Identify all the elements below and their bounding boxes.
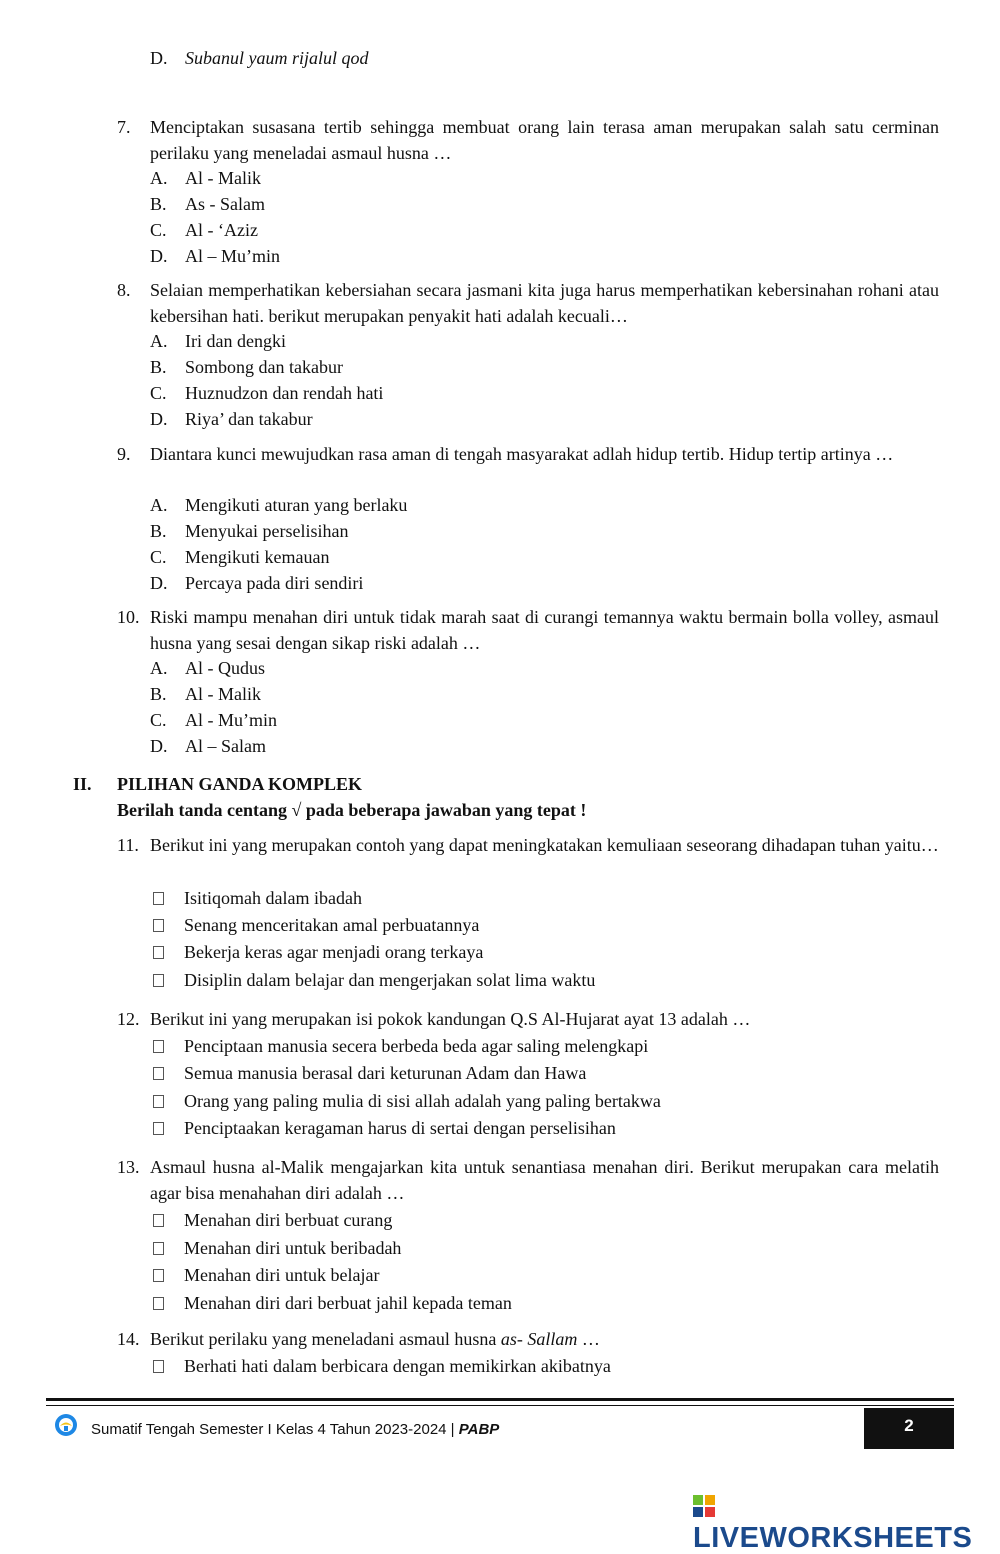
question-number: 7. bbox=[117, 117, 131, 137]
option-text: Subanul yaum rijalul qod bbox=[185, 48, 369, 68]
option-letter: A. bbox=[150, 658, 168, 678]
option-8b bbox=[150, 354, 343, 380]
option-text: Menahan diri untuk belajar bbox=[184, 1265, 380, 1285]
question-text-italic: as- Sallam bbox=[500, 1329, 578, 1349]
option-letter: D. bbox=[150, 573, 168, 593]
page-number: 2 bbox=[864, 1408, 954, 1449]
question-14 bbox=[117, 1326, 939, 1352]
option-12-4[interactable] bbox=[150, 1115, 616, 1141]
checkbox-icon[interactable] bbox=[153, 1095, 164, 1108]
question-number: 14. bbox=[117, 1329, 140, 1349]
option-13-1[interactable] bbox=[150, 1207, 392, 1233]
checkbox-icon[interactable] bbox=[153, 974, 164, 987]
option-8a bbox=[150, 328, 286, 354]
liveworksheets-logo-icon bbox=[693, 1495, 715, 1517]
question-text-part: … bbox=[577, 1329, 600, 1349]
checkbox-icon[interactable] bbox=[153, 1122, 164, 1135]
option-letter: B. bbox=[150, 357, 167, 377]
option-12-1[interactable] bbox=[150, 1033, 648, 1059]
option-7b bbox=[150, 191, 265, 217]
checkbox-icon[interactable] bbox=[153, 1214, 164, 1227]
question-11 bbox=[117, 832, 939, 858]
option-letter: A. bbox=[150, 331, 168, 351]
option-text: Menahan diri berbuat curang bbox=[184, 1210, 393, 1230]
option-text: Riya’ dan takabur bbox=[185, 409, 313, 429]
option-text: Al - Qudus bbox=[185, 658, 265, 678]
checkbox-icon[interactable] bbox=[153, 892, 164, 905]
option-10b bbox=[150, 681, 261, 707]
option-letter: B. bbox=[150, 194, 167, 214]
option-text: Percaya pada diri sendiri bbox=[185, 573, 364, 593]
option-12-3[interactable] bbox=[150, 1088, 661, 1114]
option-text: Disiplin dalam belajar dan mengerjakan solat lima waktu bbox=[184, 970, 596, 990]
option-9d bbox=[150, 570, 363, 596]
option-text: Semua manusia berasal dari keturunan Adam dan Hawa bbox=[184, 1063, 587, 1083]
option-10d bbox=[150, 733, 266, 759]
option-text: Al - ‘Aziz bbox=[185, 220, 258, 240]
option-text: Iri dan dengki bbox=[185, 331, 286, 351]
option-text: Bekerja keras agar menjadi orang terkaya bbox=[184, 942, 484, 962]
question-12 bbox=[117, 1006, 939, 1032]
option-letter: A. bbox=[150, 168, 168, 188]
question-number: 11. bbox=[117, 835, 139, 855]
option-9a bbox=[150, 492, 407, 518]
question-9 bbox=[117, 441, 939, 467]
option-text: Penciptaakan keragaman harus di sertai dengan perselisihan bbox=[184, 1118, 616, 1138]
footer-rule bbox=[46, 1398, 954, 1401]
option-text: Menyukai perselisihan bbox=[185, 521, 349, 541]
option-13-3[interactable] bbox=[150, 1262, 379, 1288]
option-letter: C. bbox=[150, 220, 167, 240]
option-11-1[interactable] bbox=[150, 885, 362, 911]
option-7a bbox=[150, 165, 261, 191]
option-letter: D. bbox=[150, 409, 168, 429]
footer-label: Sumatif Tengah Semester I Kelas 4 Tahun 2023-2024 | bbox=[91, 1421, 459, 1438]
footer-rule-thin bbox=[46, 1405, 954, 1406]
option-9c bbox=[150, 544, 329, 570]
checkbox-icon[interactable] bbox=[153, 1242, 164, 1255]
option-6d bbox=[150, 45, 369, 71]
option-11-2[interactable] bbox=[150, 912, 479, 938]
checkbox-icon[interactable] bbox=[153, 1269, 164, 1282]
question-text: Menciptakan susasana tertib sehingga membuat orang lain terasa aman merupakan salah satu cerminan perilaku yang meneladai asmaul husna … bbox=[150, 117, 939, 163]
option-text: Orang yang paling mulia di sisi allah adalah yang paling bertakwa bbox=[184, 1091, 661, 1111]
checkbox-icon[interactable] bbox=[153, 1297, 164, 1310]
option-8c bbox=[150, 380, 383, 406]
question-13 bbox=[117, 1154, 939, 1206]
option-letter: C. bbox=[150, 710, 167, 730]
question-7 bbox=[117, 114, 939, 166]
option-10a bbox=[150, 655, 265, 681]
option-letter: D. bbox=[150, 736, 168, 756]
question-text-part: Berikut perilaku yang meneladani asmaul husna bbox=[150, 1329, 501, 1349]
question-text: Diantara kunci mewujudkan rasa aman di tengah masyarakat adlah hidup tertib. Hidup tertip artinya … bbox=[150, 444, 894, 464]
option-text: Senang menceritakan amal perbuatannya bbox=[184, 915, 480, 935]
option-text: Menahan diri untuk beribadah bbox=[184, 1238, 402, 1258]
footer-subject: PABP bbox=[458, 1421, 500, 1438]
option-7d bbox=[150, 243, 280, 269]
option-text: Al - Malik bbox=[185, 168, 261, 188]
section-heading bbox=[73, 771, 362, 797]
option-10c bbox=[150, 707, 277, 733]
option-letter: C. bbox=[150, 383, 167, 403]
option-11-4[interactable] bbox=[150, 967, 595, 993]
option-letter: D. bbox=[150, 246, 168, 266]
section-instruction: Berilah tanda centang √ pada beberapa jawaban yang tepat ! bbox=[117, 800, 587, 820]
question-number: 10. bbox=[117, 607, 140, 627]
question-text: Asmaul husna al-Malik mengajarkan kita untuk senantiasa menahan diri. Berikut merupakan cara melatih agar bisa menahahan diri adalah … bbox=[150, 1157, 939, 1203]
option-text: Al – Mu’min bbox=[185, 246, 281, 266]
option-letter: D. bbox=[150, 48, 168, 68]
liveworksheets-watermark bbox=[693, 1490, 993, 1554]
question-number: 12. bbox=[117, 1009, 140, 1029]
option-text: Menahan diri dari berbuat jahil kepada teman bbox=[184, 1293, 512, 1313]
option-12-2[interactable] bbox=[150, 1060, 586, 1086]
question-number: 9. bbox=[117, 444, 131, 464]
option-text: Huznudzon dan rendah hati bbox=[185, 383, 384, 403]
checkbox-icon[interactable] bbox=[153, 1040, 164, 1053]
option-7c bbox=[150, 217, 258, 243]
option-13-4[interactable] bbox=[150, 1290, 512, 1316]
option-13-2[interactable] bbox=[150, 1235, 401, 1261]
option-letter: B. bbox=[150, 684, 167, 704]
checkbox-icon[interactable] bbox=[153, 1360, 164, 1373]
option-text: As - Salam bbox=[185, 194, 265, 214]
question-text: Berikut ini yang merupakan contoh yang dapat meningkatakan kemuliaan seseorang dihadapan tuhan yaitu… bbox=[150, 835, 939, 855]
footer-text bbox=[91, 1421, 499, 1438]
option-text: Penciptaan manusia secera berbeda beda agar saling melengkapi bbox=[184, 1036, 649, 1056]
option-text: Sombong dan takabur bbox=[185, 357, 343, 377]
question-8 bbox=[117, 277, 939, 329]
tut-wuri-logo-icon bbox=[54, 1413, 78, 1437]
checkbox-icon[interactable] bbox=[153, 919, 164, 932]
question-text: Selaian memperhatikan kebersiahan secara jasmani kita juga harus memperhatikan kebersinahan rohani atau kebersihan hati. berikut merupakan penyakit hati adalah kecuali… bbox=[150, 280, 939, 326]
option-9b bbox=[150, 518, 348, 544]
option-14-1[interactable] bbox=[150, 1353, 611, 1379]
option-letter: A. bbox=[150, 495, 168, 515]
watermark-text: LIVEWORKSHEETS bbox=[693, 1522, 973, 1554]
option-11-3[interactable] bbox=[150, 939, 483, 965]
option-text: Mengikuti kemauan bbox=[185, 547, 330, 567]
question-number: 8. bbox=[117, 280, 131, 300]
question-text: Berikut ini yang merupakan isi pokok kandungan Q.S Al-Hujarat ayat 13 adalah … bbox=[150, 1009, 751, 1029]
checkbox-icon[interactable] bbox=[153, 946, 164, 959]
option-text: Al - Malik bbox=[185, 684, 261, 704]
question-text: Riski mampu menahan diri untuk tidak marah saat di curangi temannya waktu bermain bolla volley, asmaul husna yang sesai dengan sikap riski adalah … bbox=[150, 607, 939, 653]
section-title: PILIHAN GANDA KOMPLEK bbox=[117, 774, 363, 794]
section-number: II. bbox=[73, 774, 92, 794]
question-10 bbox=[117, 604, 939, 656]
option-letter: B. bbox=[150, 521, 167, 541]
checkbox-icon[interactable] bbox=[153, 1067, 164, 1080]
option-8d bbox=[150, 406, 313, 432]
option-text: Isitiqomah dalam ibadah bbox=[184, 888, 362, 908]
option-text: Berhati hati dalam berbicara dengan memikirkan akibatnya bbox=[184, 1356, 611, 1376]
option-text: Al – Salam bbox=[185, 736, 266, 756]
option-letter: C. bbox=[150, 547, 167, 567]
option-text: Mengikuti aturan yang berlaku bbox=[185, 495, 408, 515]
question-text bbox=[150, 1326, 939, 1352]
option-text: Al - Mu’min bbox=[185, 710, 277, 730]
question-number: 13. bbox=[117, 1157, 140, 1177]
